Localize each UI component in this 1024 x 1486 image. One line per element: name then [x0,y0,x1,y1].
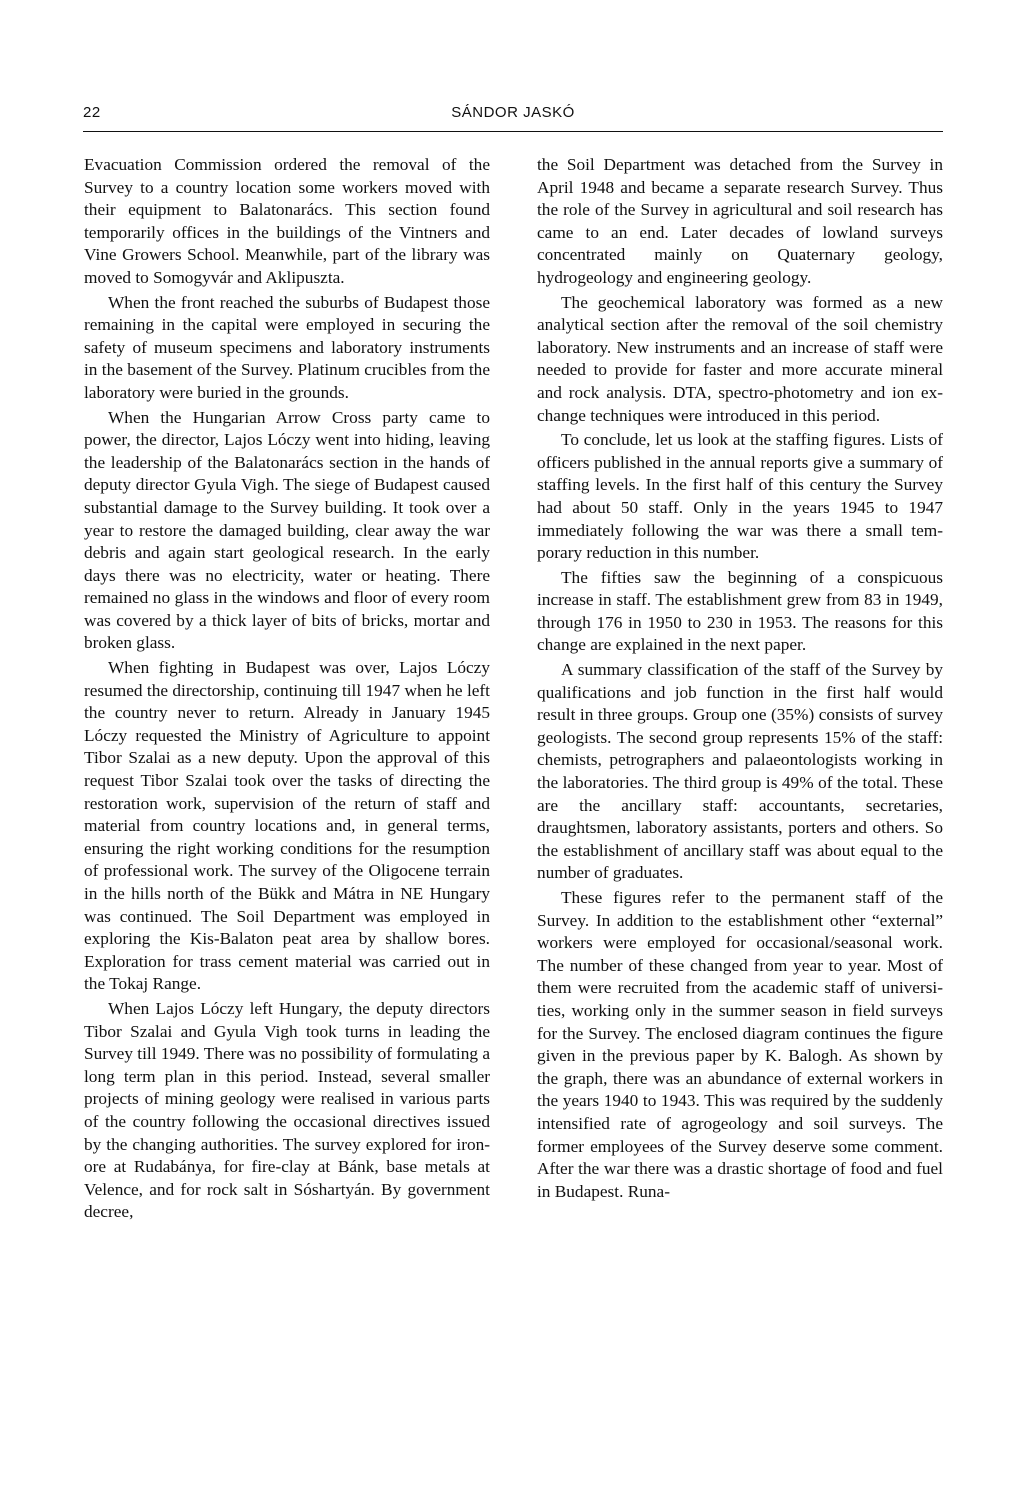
paragraph: These figures refer to the permanent staff of the Survey. In addition to the establishment other “external” workers were employed for occasional/seasonal work. The number of these changed from year to year. Most of them were recruited from the academic staff of universities, working only in the summer season in field surveys for the Survey. The enclosed diagram continues the figure given in the previous paper by K. Balogh. As shown by the graph, there was an abundance of external workers in the years 1940 to 1943. This was required by the suddenly intensified rate of agrogeology and soil surveys. The former employees of the Survey deserve some comment. After the war there was a drastic shortage of food and fuel in Budapest. Runa- [537,888,943,1201]
page-header [83,104,943,130]
paragraph: The geochemical laboratory was formed as a new analytical section after the removal of the soil chemistry laboratory. New instruments and an increase of staff were needed to provide for faster and more accurate mineral and rock analysis. DTA, spectro-photometry and ion exchange techniques were introduced in this period. [537,292,943,425]
paragraph: When Lajos Lóczy left Hungary, the deputy directors Tibor Szalai and Gyula Vigh took turns in leading the Survey till 1949. There was no possibility of formulating a long term plan in this period. Instead, several smaller projects of mining geology were realised in various parts of the country following the occasional directives issued by the changing authorities. The survey explored for iron-ore at Rudabánya, for fire-clay at Bánk, base metals at Velence, and for rock salt in Sóshartyán. By government decree, [84,998,490,1222]
paragraph: the Soil Department was detached from the Survey in April 1948 and became a separate research Survey. Thus the role of the Survey in agricultural and soil research has came to an end. Later decades of lowland surveys concentrated mainly on Quaternary geology, hydrogeology and engineering geology. [537,155,943,287]
running-head: SÁNDOR JASKÓ [451,104,575,121]
paragraph: When fighting in Budapest was over, Lajos Lóczy resumed the directorship, continuing till 1947 when he left the country never to return. Already in January 1945 Lóczy requested the Ministry of Agriculture to appoint Tibor Szalai as a new deputy. Upon the approval of this request Tibor Szalai took over the tasks of directing the restoration work, supervision of the return of staff and material from country locations and, in general terms, ensuring the right working conditions for the resumption of professional work. The survey of the Oligocene terrain in the hills north of the Bükk and Mátra in NE Hungary was continued. The Soil Department was employed in exploring the Kis-Balaton peat area by shallow bores. Exploration for trass cement material was carried out in the Tokaj Range. [84,658,490,994]
header-rule [83,131,943,132]
page-number: 22 [83,104,101,121]
paragraph: The fifties saw the beginning of a conspicuous increase in staff. The establishment grew from 83 in 1949, through 176 in 1950 to 230 in 1953. The reasons for this change are explained in the next paper. [537,567,943,655]
paragraph: To conclude, let us look at the staffing figures. Lists of officers published in the annual reports give a summary of staffing levels. In the first half of this century the Survey had about 50 staff. Only in the years 1945 to 1947 immediately following the war was there a small temporary reduction in this number. [537,430,943,563]
right-column [537,154,943,1205]
paragraph: When the Hungarian Arrow Cross party came to power, the director, Lajos Lóczy went into hiding, leaving the leadership of the Balatonarács section in the hands of deputy director Gyula Vigh. The siege of Budapest caused substantial damage to the Survey building. It took over a year to restore the damaged building, clear away the war debris and again start geological research. In the early days there was no electricity, water or heating. There remained no glass in the windows and floor of every room was covered by a thick layer of bits of bricks, mortar and broken glass. [84,407,490,653]
paragraph: When the front reached the suburbs of Budapest those remaining in the capital were employed in securing the safety of museum specimens and laboratory instruments in the basement of the Survey. Platinum crucibles from the laboratory were buried in the grounds. [84,292,490,402]
left-column [84,154,490,1226]
paragraph: A summary classification of the staff of the Survey by qualifications and job function in the first half would result in three groups. Group one (35%) consists of survey geologists. The second group represents 15% of the staff: chemists, petrographers and palaeontologists working in the laboratories. The third group is 49% of the total. These are the ancillary staff: accountants, secretaries, draughtsmen, laboratory assistants, porters and others. So the establishment of ancillary staff was about equal to the number of graduates. [537,660,943,883]
paragraph: Evacuation Commission ordered the removal of the Survey to a country location some workers moved with their equipment to Balatonarács. This section found temporarily offices in the buildings of the Vintners and Vine Growers School. Meanwhile, part of the library was moved to Somogyvár and Aklipuszta. [84,155,490,287]
